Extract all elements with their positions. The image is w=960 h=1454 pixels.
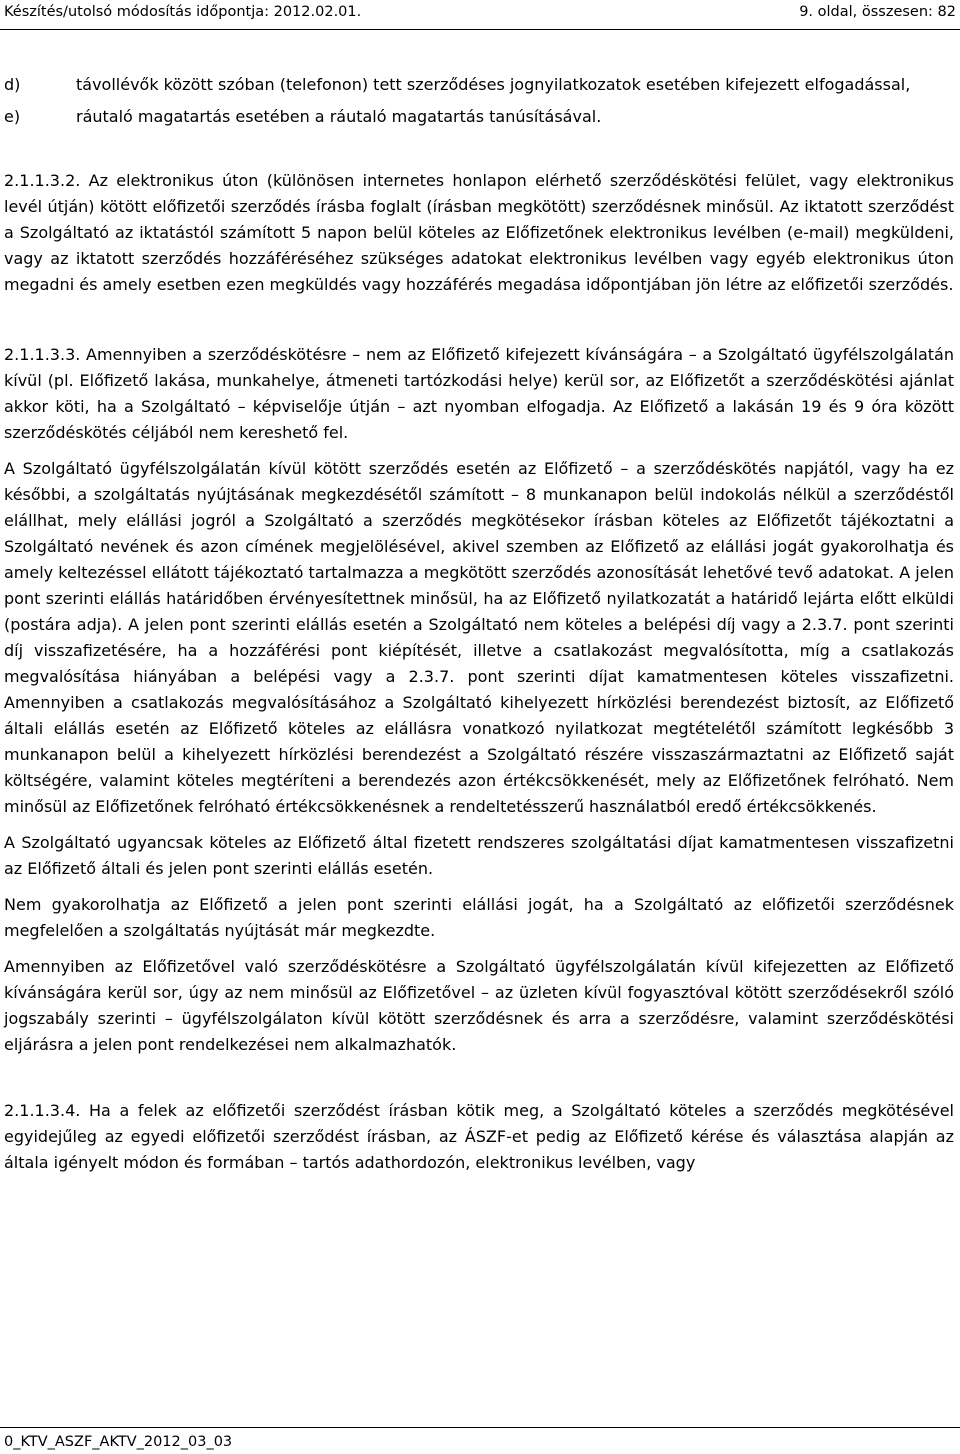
paragraph-2-1-1-3-2: 2.1.1.3.2. Az elektronikus úton (különösen internetes honlapon elérhető szerződéskötési felület, vagy elektronikus levél útján) kötött előfizetői szerződés írásba foglalt (írásban megkötött) szerződésnek minősül. Az iktatott szerződést a Szolgáltató az iktatástól számított 5 napon belül köteles az Előfizetőnek elektronikus levélben (e-mail) megküldeni, vagy az iktatott szerződés hozzáféréséhez szükséges adatokat elektronikus levélben vagy egyéb elektronikus úton megadni és amely esetben ezen megküldés vagy hozzáférés megadása időpontjában jön létre az előfizetői szerződés. <box>4 171 954 294</box>
page-footer: 0_KTV_ASZF_AKTV_2012_03_03 <box>4 1434 233 1450</box>
paragraph-requested-contract: Amennyiben az Előfizetővel való szerződéskötésre a Szolgáltató ügyfélszolgálatán kívül kifejezetten az Előfizető kívánságára kerül sor, úgy az nem minősül az Előfizetővel – az üzleten kívül fogyasztóval kötött szerződésekről szóló jogszabály szerinti – ügyfélszolgálaton kívül kötött szerződésnek és arra a szerződésre, valamint szerződéskötési eljárásra a jelen pont rendelkezései nem alkalmazhatók. <box>4 957 954 1054</box>
paragraph-no-withdrawal: Nem gyakorolhatja az Előfizető a jelen pont szerinti elállási jogát, ha a Szolgáltató az előfizetői szerződésnek megfelelően a szolgáltatás nyújtását már megkezdte. <box>4 895 954 940</box>
header-modified-date: Készítés/utolsó módosítás időpontja: 2012.02.01. <box>4 4 362 20</box>
footer-divider <box>0 1427 960 1428</box>
paragraph-2-1-1-3-3: 2.1.1.3.3. Amennyiben a szerződéskötésre – nem az Előfizető kifejezett kívánságára – a Szolgáltató ügyfélszolgálatán kívül (pl. Előfizető lakása, munkahelye, átmeneti tartózkodási helye) kerül sor, az Előfizetőt a szerződéskötési ajánlat akkor köti, ha a Szolgáltató – képviselője útján – azt nyomban elfogadja. Az Előfizető a lakásán 19 és 9 óra között szerződéskötés céljából nem kereshető fel. <box>4 345 954 442</box>
paragraph-withdrawal-right: A Szolgáltató ügyfélszolgálatán kívül kötött szerződés esetén az Előfizető – a szerződéskötés napjától, vagy ha ez későbbi, a szolgáltatás nyújtásának megkezdésétől számított – 8 munkanapon belül indokolás nélkül a szerződéstől elállhat, mely elállási jogról a Szolgáltató a szerződés megkötésekor írásban köteles az Előfizetőt tájékoztatni a Szolgáltató nevének és azon címének megjelölésével, akivel szemben az Előfizető az elállási jogát gyakorolhatja és amely keltezéssel ellátott tájékoztató tartalmazza a megkötött szerződés azonosítását lehetővé tevő adatokat. A jelen pont szerinti elállás határidőben érvényesítettnek minősül, ha az Előfizető nyilatkozatát a határidő lejárta előtt elküldi (postára adja). A jelen pont szerinti elállás esetén a Szolgáltató nem köteles a belépési díj vagy a 2.3.7. pont szerinti díj visszafizetésére, ha a hozzáférési pont kiépítését, illetve a csatlakozást megvalósította, míg a csatlakozás megvalósítása hiányában a belépési vagy a 2.3.7. pont szerinti díjat kamatmentesen köteles visszafizetni. Amennyiben a csatlakozás megvalósításához a Szolgáltató kihelyezett hírközlési berendezést biztosít, az Előfizető általi elállás esetén az Előfizető köteles az elállásra vonatkozó nyilatkozat megtételétől számított legkésőbb 3 munkanapon belül a kihelyezett hírközlési berendezést a Szolgáltató részére visszaszármaztatni az Előfizető saját költségére, valamint köteles megtéríteni a berendezés azon értékcsökkenését, mely az Előfizetőnek felróható. Nem minősül az Előfizetőnek felróható értékcsökkenésnek a rendeltetésszerű használatból eredő értékcsökkenés. <box>4 459 954 816</box>
list-item-d <box>4 72 954 98</box>
paragraph-2-1-1-3-4: 2.1.1.3.4. Ha a felek az előfizetői szerződést írásban kötik meg, a Szolgáltató köteles a szerződés megkötésével egyidejűleg az egyedi előfizetői szerződést írásban, az ÁSZF-et pedig az Előfizető kérése és választása alapján az általa igényelt módon és formában – tartós adathordozón, elektronikus levélben, vagy <box>4 1101 954 1172</box>
list-marker: e) <box>4 107 21 126</box>
header-divider <box>0 29 960 30</box>
list-item-e <box>4 104 954 130</box>
page-header <box>4 2 956 22</box>
list-marker: d) <box>4 75 21 94</box>
list-item-text: távollévők között szóban (telefonon) tett szerződéses jognyilatkozatok esetében kifejezett elfogadással, <box>76 75 911 94</box>
header-page-number: 9. oldal, összesen: 82 <box>799 4 956 20</box>
document-body <box>4 72 954 1176</box>
paragraph-refund: A Szolgáltató ugyancsak köteles az Előfizető által fizetett rendszeres szolgáltatási díjat kamatmentesen visszafizetni az Előfizető általi és jelen pont szerinti elállás esetén. <box>4 833 954 878</box>
list-item-text: ráutaló magatartás esetében a ráutaló magatartás tanúsításával. <box>76 107 602 126</box>
